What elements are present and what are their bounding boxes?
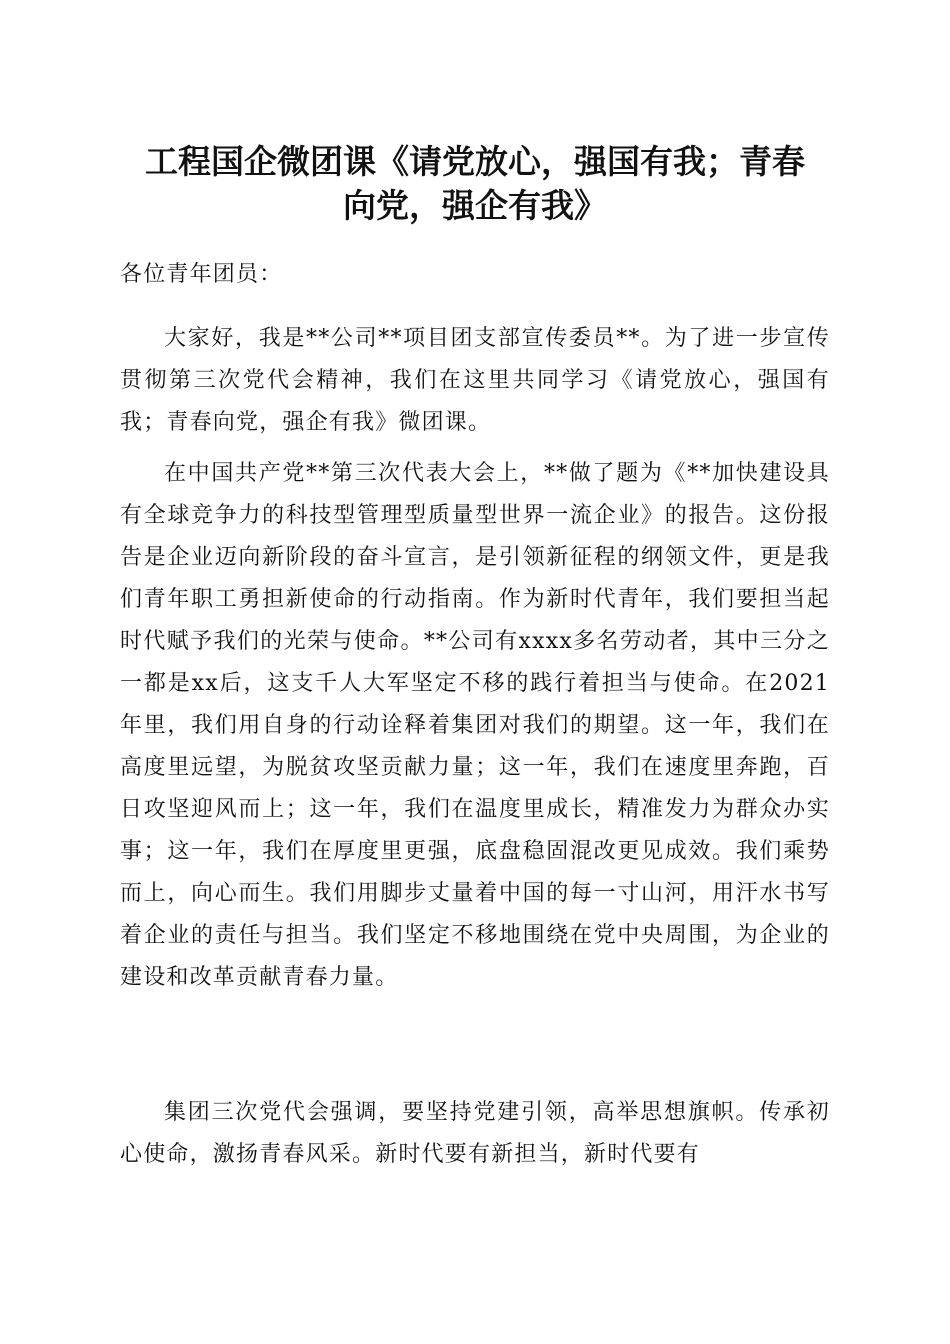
document-title-line-2: 向党，强企有我》 [343,186,607,225]
paragraph-1: 大家好，我是**公司**项目团支部宣传委员**。为了进一步宣传贯彻第三次党代会精神，我们在这里共同学习《请党放心，强国有我；青春向党，强企有我》微团课。 [120,326,830,435]
salutation: 各位青年团员： [120,262,283,287]
paragraph-2: 在中国共产党**第三次代表大会上，**做了题为《**加快建设具有全球竞争力的科技型管理型质量型世界一流企业》的报告。这份报告是企业迈向新阶段的奋斗宣言，是引领新征程的纲领文件，更是我们青年职工勇担新使命的行动指南。作为新时代青年，我们要担当起时代赋予我们的光荣与使命。**公司有xxxx多名劳动者，其中三分之一都是xx后，这支千人大军坚定不移的践行着担当与使命。在2021年里，我们用自身的行动诠释着集团对我们的期望。这一年，我们在高度里远望，为脱贫攻坚贡献力量；这一年，我们在速度里奔跑，百日攻坚迎风而上；这一年，我们在温度里成长，精准发力为群众办实事；这一年，我们在厚度里更强，底盘稳固混改更见成效。我们乘势而上，向心而生。我们用脚步丈量着中国的每一寸山河，用汗水书写着企业的责任与担当。我们坚定不移地围绕在党中央周围，为企业的建设和改革贡献青春力量。 [120,461,830,990]
paragraph-3: 集团三次党代会强调，要坚持党建引领，高举思想旗帜。传承初心使命，激扬青春风采。新时代要有新担当，新时代要有 [120,1100,830,1167]
document-title-line-1: 工程国企微团课《请党放心，强国有我；青春 [145,142,805,181]
